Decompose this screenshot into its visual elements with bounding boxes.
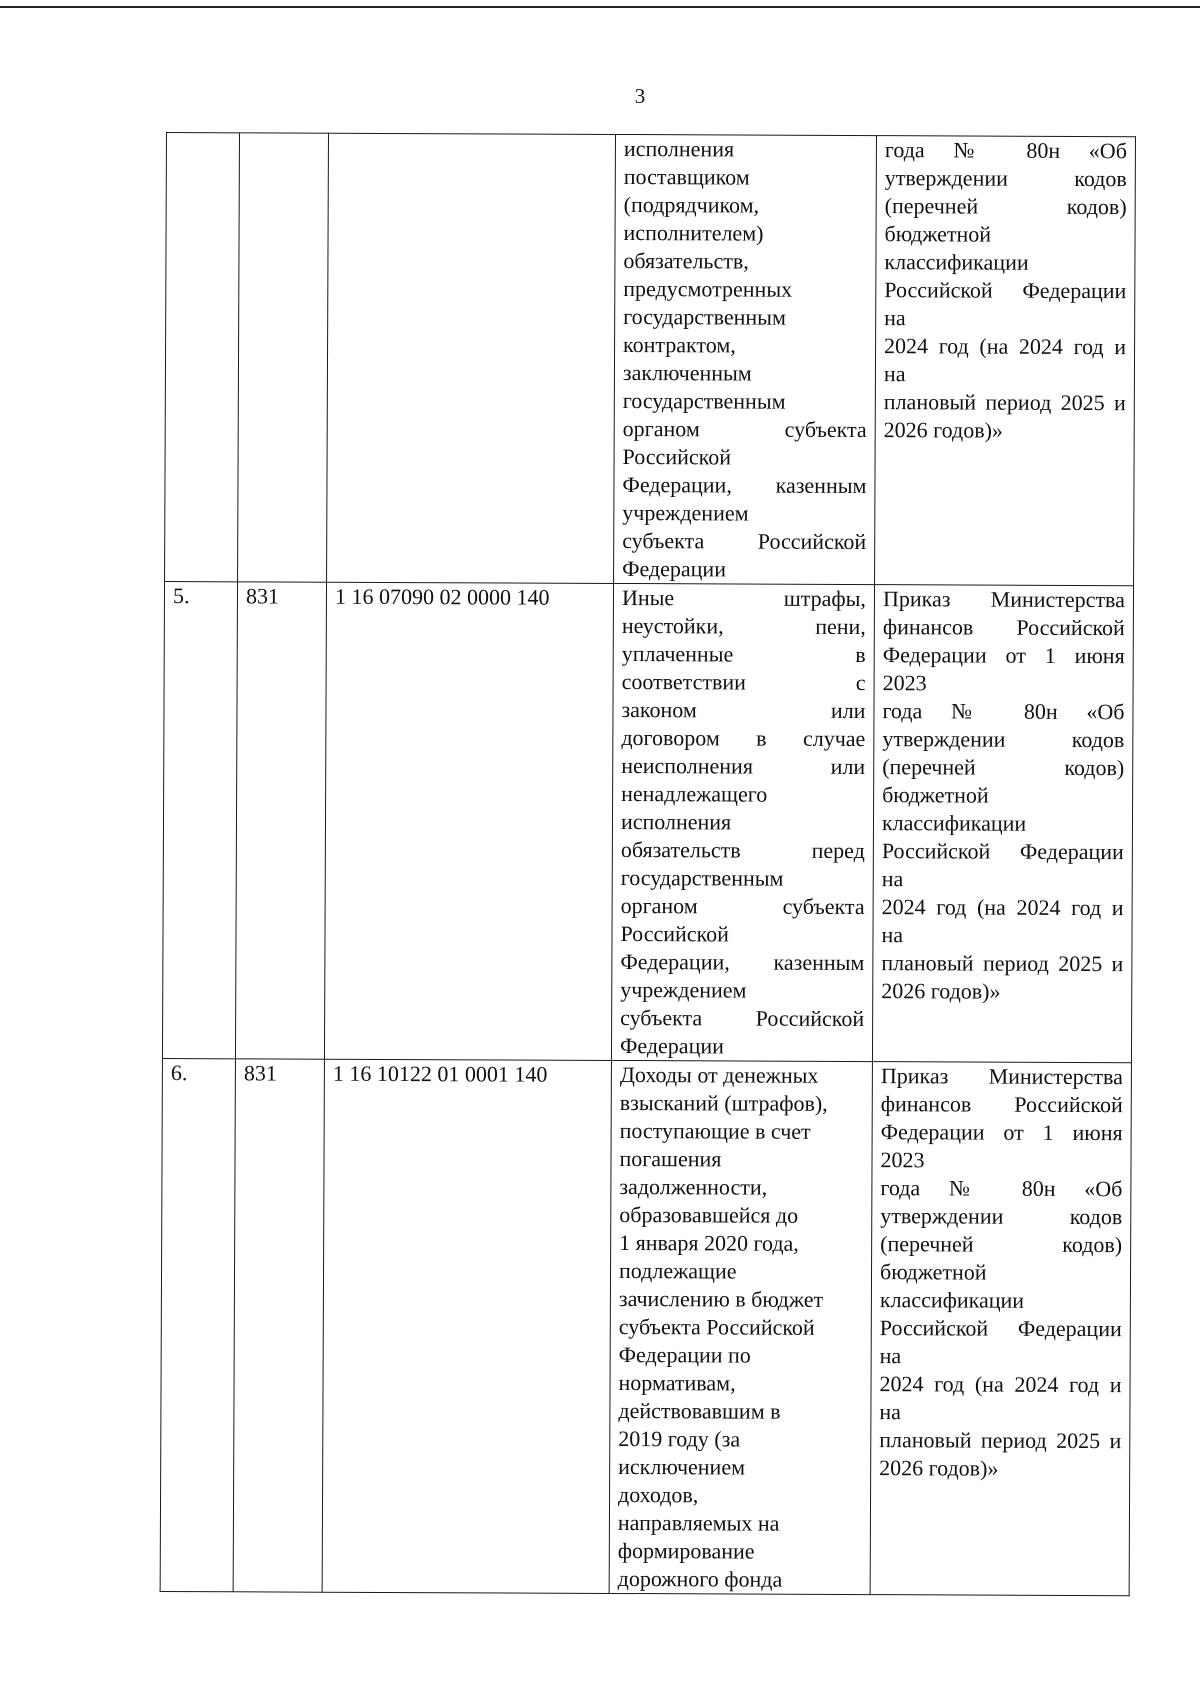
cell-text-line: 2024 год (на 2024 год и на bbox=[879, 1371, 1122, 1425]
cell-text-line: (подрядчиком, bbox=[623, 191, 760, 218]
cell-text-line: плановый период 2025 и bbox=[879, 1427, 1122, 1454]
cell-text-line: бюджетной классификации bbox=[884, 221, 1029, 275]
cell-text-line: предусмотренных bbox=[623, 275, 793, 302]
row-number-cell bbox=[165, 133, 240, 582]
page-number: 3 bbox=[634, 84, 646, 108]
cell-text-line: подлежащие bbox=[618, 1257, 737, 1284]
cell-text-line: утверждении кодов bbox=[884, 165, 1127, 192]
cell-text-line: 2019 году (за bbox=[618, 1425, 741, 1452]
cell-text-line: задолженности, bbox=[619, 1173, 768, 1200]
cell-text-line: бюджетной классификации bbox=[879, 1259, 1025, 1313]
cell-text-line: Иные штрафы, bbox=[621, 584, 867, 612]
cell-text-line: учреждением bbox=[622, 499, 749, 526]
cell-text-line: исполнения bbox=[620, 808, 732, 835]
cell-text-line: государственным bbox=[623, 303, 786, 330]
cell-text-line: Федерации по bbox=[618, 1341, 751, 1368]
revenue-name-cell bbox=[609, 1060, 872, 1594]
cell-text-line: года № 80н «Об bbox=[882, 698, 1125, 725]
cell-text-line: образовавшейся до bbox=[619, 1201, 799, 1228]
cell-text-line: Российской Федерации на bbox=[879, 1315, 1122, 1369]
cell-text-line: заключенным bbox=[622, 359, 752, 386]
cell-text-line: ненадлежащего bbox=[621, 780, 768, 807]
cell-text-line: 2024 год (на 2024 год и на bbox=[881, 894, 1124, 948]
cell-text-line: нормативам, bbox=[618, 1369, 736, 1396]
kbk-code-cell bbox=[327, 133, 616, 583]
cell-text-line: Российской bbox=[622, 443, 732, 470]
cell-text-line: субъекта Российской bbox=[620, 1004, 865, 1032]
legal-basis-cell bbox=[872, 585, 1133, 1063]
cell-text-line: обязательств, bbox=[623, 247, 749, 274]
revenue-codes-table bbox=[160, 132, 1136, 1596]
cell-text-line: обязательств перед bbox=[620, 836, 865, 864]
cell-text-line: утверждении кодов bbox=[880, 1203, 1123, 1230]
cell-text-line: 2026 годов)» bbox=[881, 978, 1001, 1004]
cell-text-line: государственным bbox=[622, 387, 786, 414]
cell-text-line: Федерации, казенным bbox=[620, 948, 865, 976]
cell-text-line: 1 января 2020 года, bbox=[619, 1229, 799, 1256]
cell-text-line: направляемых на bbox=[617, 1509, 780, 1536]
cell-text-line: формирование bbox=[617, 1537, 755, 1564]
table-row bbox=[165, 133, 1136, 586]
cell-text-line: финансов Российской bbox=[880, 1091, 1123, 1118]
table-body bbox=[160, 133, 1135, 1596]
legal-basis-cell bbox=[870, 1062, 1131, 1596]
row-number-cell: 6. bbox=[160, 1058, 235, 1591]
admin-code-cell: 831 bbox=[233, 1059, 324, 1592]
cell-text-line: года № 80н «Об bbox=[880, 1175, 1123, 1202]
cell-text-line: поступающие в счет bbox=[619, 1117, 811, 1144]
cell-text-line: Приказ Министерства bbox=[882, 586, 1126, 613]
cell-text-line: поставщиком bbox=[623, 163, 750, 190]
cell-text-line: утверждении кодов bbox=[882, 726, 1125, 753]
cell-text-line: органом субъекта bbox=[622, 415, 867, 443]
top-rule bbox=[0, 6, 1200, 8]
cell-text-line: уплаченные в bbox=[621, 640, 866, 668]
cell-text-line: (перечней кодов) bbox=[880, 1231, 1123, 1258]
cell-text-line: субъекта Российской bbox=[622, 527, 867, 555]
cell-text-line: неисполнения или bbox=[621, 752, 866, 780]
table-row bbox=[162, 581, 1133, 1062]
cell-text-line: года № 80н «Об bbox=[884, 137, 1127, 164]
cell-text-line: договором в случае bbox=[621, 724, 866, 752]
cell-text-line: Федерации от 1 июня 2023 bbox=[880, 1119, 1123, 1173]
cell-text-line: государственным bbox=[620, 864, 784, 891]
cell-text-line: действовавшим в bbox=[618, 1397, 781, 1424]
cell-text-line: Федерации от 1 июня 2023 bbox=[882, 642, 1125, 696]
cell-text-line: контрактом, bbox=[623, 331, 736, 358]
cell-text-line: плановый период 2025 и bbox=[881, 950, 1124, 977]
cell-text-line: Доходы от денежных bbox=[619, 1061, 819, 1088]
cell-text-line: доходов, bbox=[618, 1481, 699, 1508]
cell-text-line: (перечней кодов) bbox=[884, 193, 1127, 220]
legal-basis-cell bbox=[875, 136, 1136, 586]
admin-code-cell: 831 bbox=[235, 582, 326, 1059]
cell-text-line: субъекта Российской bbox=[618, 1313, 815, 1340]
cell-text-line: 2026 годов)» bbox=[883, 417, 1004, 443]
cell-text-line: Российской bbox=[620, 920, 729, 947]
cell-text-line: Приказ Министерства bbox=[880, 1063, 1123, 1090]
cell-text-line: Федерации bbox=[622, 555, 727, 582]
cell-text-line: соответствии с bbox=[621, 668, 866, 696]
cell-text-line: исполнения bbox=[623, 135, 735, 162]
cell-text-line: Российской Федерации на bbox=[881, 838, 1124, 892]
cell-text-line: дорожного фонда bbox=[617, 1565, 783, 1592]
kbk-code-cell: 1 16 10122 01 0001 140 bbox=[322, 1059, 611, 1593]
cell-text-line: законом или bbox=[621, 696, 866, 724]
cell-text-line: зачислению в бюджет bbox=[618, 1285, 824, 1312]
cell-text-line: бюджетной классификации bbox=[881, 782, 1027, 836]
cell-text-line: Российской Федерации на bbox=[884, 277, 1127, 331]
revenue-name-cell bbox=[611, 583, 874, 1061]
admin-code-cell bbox=[238, 133, 329, 582]
cell-text-line: Федерации bbox=[619, 1032, 724, 1059]
cell-text-line: взысканий (штрафов), bbox=[619, 1089, 828, 1116]
cell-text-line: финансов Российской bbox=[882, 614, 1125, 641]
cell-text-line: плановый период 2025 и bbox=[883, 389, 1126, 416]
cell-text-line: исключением bbox=[618, 1453, 746, 1480]
cell-text-line: исполнителем) bbox=[623, 219, 764, 246]
cell-text-line: органом субъекта bbox=[620, 892, 865, 920]
revenue-name-cell bbox=[614, 134, 877, 584]
kbk-code-cell: 1 16 07090 02 0000 140 bbox=[324, 582, 613, 1060]
cell-text-line: Федерации, казенным bbox=[622, 471, 867, 499]
cell-text-line: 2024 год (на 2024 год и на bbox=[883, 333, 1127, 387]
table-row bbox=[160, 1058, 1131, 1595]
cell-text-line: учреждением bbox=[620, 976, 747, 1003]
cell-text-line: (перечней кодов) bbox=[882, 754, 1125, 781]
cell-text-line: 2026 годов)» bbox=[879, 1455, 999, 1481]
row-number-cell: 5. bbox=[162, 581, 237, 1058]
cell-text-line: погашения bbox=[619, 1145, 722, 1172]
cell-text-line: неустойки, пени, bbox=[621, 612, 866, 640]
